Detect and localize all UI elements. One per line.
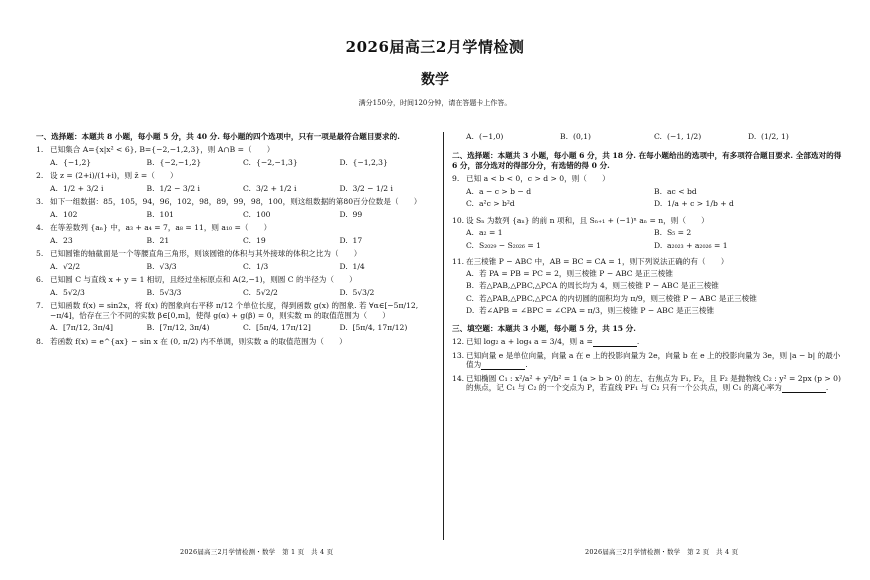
question-6 bbox=[36, 275, 436, 284]
option-letter: C. bbox=[243, 183, 251, 193]
option-text: 5√3/2 bbox=[352, 287, 375, 297]
option[interactable] bbox=[654, 241, 842, 250]
option-letter: C. bbox=[654, 132, 662, 141]
question-number: 14. bbox=[452, 373, 465, 383]
option-letter: B. bbox=[560, 132, 568, 141]
option-text: (−1, 1/2) bbox=[667, 132, 702, 141]
option[interactable] bbox=[243, 323, 340, 332]
option[interactable] bbox=[147, 262, 244, 271]
option[interactable] bbox=[340, 184, 437, 193]
question-number: 2. bbox=[36, 171, 44, 181]
footer-page-1: 2026届高三2月学情检测・数学 第 1 页 共 4 页 bbox=[180, 548, 334, 556]
question-options bbox=[36, 158, 436, 167]
option-text: 17 bbox=[352, 235, 363, 245]
question-4 bbox=[36, 223, 436, 232]
question-stem: 已知椭圆 C₁ : x²/a² + y²/b² = 1 (a > b > 0) 的左、右焦点为 F₁, F₂，且 F₂ 是抛物线 C₂ : y² = 2px (p > 0) 的焦点，记 C₁ 与 C₂ 的一个交点为 P，若直线 PF₁ 与 C₂ 只有一个公共点，则 C₁ 的离心率为 bbox=[466, 373, 841, 393]
question-5 bbox=[36, 249, 436, 258]
question-end: . bbox=[636, 337, 640, 347]
option[interactable] bbox=[147, 323, 244, 332]
section-heading-1: 一、选择题：本题共 8 小题，每小题 5 分，共 40 分. 每小题的四个选项中，只有一项是最符合题目要求的. bbox=[36, 132, 400, 141]
option-text: √2/2 bbox=[63, 261, 81, 271]
option-letter: A. bbox=[50, 235, 58, 245]
question-8 bbox=[36, 337, 436, 346]
option-letter: D. bbox=[339, 235, 348, 245]
answer-blank[interactable] bbox=[782, 383, 829, 393]
option-text: a − c > b − d bbox=[479, 186, 532, 196]
option-letter: B. bbox=[466, 281, 474, 291]
option-text: 5√2/3 bbox=[63, 287, 85, 297]
question-text: 已知函数 f(x) = sin2x，将 f(x) 的图象向右平移 π/12 个单位长度，得到函数 g(x) 的图象. 若 ∀α∈[−5π/12, −π/4]，恰存在三个不同的实数 β∈[0,m]，使得 g(α) + g(β) = 0，则实数 m 的取值范围为（ ） bbox=[50, 301, 419, 320]
column-divider bbox=[443, 132, 444, 540]
answer-blank[interactable] bbox=[481, 360, 528, 370]
option[interactable] bbox=[654, 199, 842, 208]
section-heading-3: 三、填空题：本题共 3 小题，每小题 5 分，共 15 分. bbox=[452, 323, 636, 333]
option-letter: D. bbox=[466, 306, 475, 316]
option-text: 1/3 bbox=[256, 261, 269, 271]
option[interactable] bbox=[466, 187, 654, 196]
question-number: 6. bbox=[36, 275, 44, 285]
question-list-left bbox=[36, 145, 436, 346]
section-heading-2: 二、选择题：本题共 3 小题，每小题 6 分，共 18 分. 在每小题给出的选项中，有多项符合题目要求. 全部选对的得 6 分，部分选对的得部分分，有选错的得 0 分. bbox=[452, 151, 842, 170]
question-end: . bbox=[825, 383, 829, 393]
option-letter: C. bbox=[243, 209, 251, 219]
question-text bbox=[466, 351, 842, 370]
option[interactable] bbox=[50, 158, 147, 167]
option[interactable] bbox=[654, 228, 842, 237]
question-text: 在等差数列 {aₙ} 中，a₃ + a₄ = 7，a₈ = 11，则 a₁₀ =（ ） bbox=[50, 223, 272, 233]
question-options bbox=[36, 323, 436, 332]
option[interactable] bbox=[748, 132, 842, 141]
option[interactable] bbox=[243, 158, 340, 167]
option-letter: C. bbox=[243, 287, 251, 297]
question-text: 已知集合 A={x|x² < 6}, B={−2,−1,2,3}，则 A∩B =（ ） bbox=[50, 145, 275, 155]
question-number: 8. bbox=[36, 336, 44, 346]
option[interactable] bbox=[243, 288, 340, 297]
option-text: (1/2, 1) bbox=[761, 132, 789, 141]
option[interactable] bbox=[654, 187, 842, 196]
question-text bbox=[466, 337, 842, 346]
option-text: {−1,2,3} bbox=[352, 157, 388, 167]
question-number: 1. bbox=[36, 145, 44, 155]
exam-subject: 数学 bbox=[421, 72, 449, 88]
question-number: 12. bbox=[452, 337, 465, 347]
question-12 bbox=[452, 337, 842, 346]
option-letter: B. bbox=[146, 235, 155, 245]
question-number: 11. bbox=[452, 257, 465, 267]
question-text: 已知 a < b < 0，c > d > 0，则（ ） bbox=[466, 174, 610, 184]
option[interactable] bbox=[147, 210, 244, 219]
option-text: [7π/12, 3π/4] bbox=[63, 323, 114, 333]
question-text: 已知圆 C 与直线 x + y = 1 相切，且经过坐标原点和 A(2,−1)，则圆 C 的半径为（ ） bbox=[50, 275, 357, 285]
option-letter: C. bbox=[243, 261, 251, 271]
question-text bbox=[466, 374, 842, 393]
option-text: {−1,2} bbox=[63, 157, 92, 167]
question-7 bbox=[36, 301, 436, 320]
option[interactable] bbox=[466, 132, 560, 141]
option-letter: A. bbox=[50, 183, 58, 193]
q11-options bbox=[452, 269, 842, 316]
option[interactable] bbox=[147, 158, 244, 167]
option[interactable] bbox=[50, 236, 147, 245]
option-letter: B. bbox=[654, 228, 662, 238]
option[interactable] bbox=[466, 269, 842, 278]
option-letter: B. bbox=[654, 186, 662, 196]
option-letter: A. bbox=[50, 157, 58, 167]
option[interactable] bbox=[50, 262, 147, 271]
question-number: 13. bbox=[452, 350, 465, 360]
option-text: 23 bbox=[63, 235, 73, 245]
option-text: 99 bbox=[352, 209, 363, 219]
option[interactable] bbox=[243, 184, 340, 193]
question-10 bbox=[452, 216, 842, 225]
option-letter: D. bbox=[339, 323, 348, 333]
option-text: a²c > b²d bbox=[479, 199, 515, 209]
option-text: 21 bbox=[159, 235, 170, 245]
question-options bbox=[36, 262, 436, 271]
question-11 bbox=[452, 257, 842, 266]
option-text: a₂₀₂₃ + a₂₀₂₆ = 1 bbox=[667, 240, 728, 250]
option[interactable] bbox=[340, 288, 437, 297]
option-letter: A. bbox=[466, 132, 474, 141]
option-letter: B. bbox=[146, 261, 155, 271]
exam-title: 2026届高三2月学情检测 bbox=[345, 38, 525, 56]
option[interactable] bbox=[243, 210, 340, 219]
option-letter: C. bbox=[243, 235, 251, 245]
question-number: 3. bbox=[36, 197, 44, 207]
option-text: {−2,−1,2} bbox=[159, 157, 202, 167]
question-number: 9. bbox=[452, 174, 460, 184]
option-text: 1/a + c > 1/b + d bbox=[667, 199, 734, 209]
option-letter: D. bbox=[339, 183, 348, 193]
option[interactable] bbox=[243, 262, 340, 271]
option[interactable] bbox=[147, 288, 244, 297]
option-text: S₅ = 2 bbox=[667, 228, 692, 238]
q9-options bbox=[452, 187, 842, 212]
option-text: 102 bbox=[63, 209, 78, 219]
option-text: (−1,0) bbox=[479, 132, 504, 141]
option-letter: A. bbox=[50, 261, 58, 271]
right-column bbox=[452, 132, 842, 540]
question-14 bbox=[452, 374, 842, 393]
question-1 bbox=[36, 145, 436, 154]
option-letter: B. bbox=[146, 323, 155, 333]
q10-options bbox=[452, 228, 842, 253]
option[interactable] bbox=[466, 228, 654, 237]
question-9 bbox=[452, 174, 842, 183]
option-text: 101 bbox=[159, 209, 174, 219]
option-text: [7π/12, 3π/4) bbox=[159, 323, 210, 333]
option-letter: D. bbox=[339, 287, 348, 297]
question-text: 设 z = (2+i)/(1+i)，则 z̄ =（ ） bbox=[50, 171, 178, 181]
option-letter: B. bbox=[146, 209, 155, 219]
option[interactable] bbox=[340, 262, 437, 271]
option-letter: D. bbox=[654, 199, 663, 209]
option-letter: A. bbox=[466, 268, 474, 278]
option[interactable] bbox=[340, 158, 437, 167]
option[interactable] bbox=[654, 132, 748, 141]
question-13 bbox=[452, 351, 842, 370]
option[interactable] bbox=[466, 306, 842, 315]
question-options bbox=[36, 236, 436, 245]
option-text: {−2,−1,3} bbox=[256, 157, 298, 167]
question-text: 若函数 f(x) = e^{ax} − sin x 在 (0, π/2) 内不单调，则实数 a 的取值范围为（ ） bbox=[50, 336, 347, 346]
option-letter: D. bbox=[339, 157, 348, 167]
option-text: 若∠APB = ∠BPC = ∠CPA = π/3，则三棱锥 P − ABC 是正三棱锥 bbox=[479, 306, 715, 316]
option[interactable] bbox=[340, 210, 437, 219]
question-text: 在三棱锥 P − ABC 中，AB = BC = CA = 1，则下列说法正确的有（ ） bbox=[466, 257, 729, 267]
option[interactable] bbox=[340, 236, 437, 245]
option[interactable] bbox=[50, 323, 147, 332]
question-options bbox=[36, 288, 436, 297]
footer-page-2: 2026届高三2月学情检测・数学 第 2 页 共 4 页 bbox=[585, 548, 739, 556]
question-options bbox=[36, 184, 436, 193]
option[interactable] bbox=[50, 184, 147, 193]
question-number: 5. bbox=[36, 249, 44, 259]
question-number: 4. bbox=[36, 223, 44, 233]
option-text: 19 bbox=[256, 235, 266, 245]
option-letter: C. bbox=[466, 199, 474, 209]
option-text: 若△PAB,△PBC,△PCA 的周长均为 4，则三棱锥 P − ABC 是正三棱锥 bbox=[479, 281, 719, 291]
option-text: 若 PA = PB = PC = 2，则三棱锥 P − ABC 是正三棱锥 bbox=[479, 268, 673, 278]
option-text: 1/4 bbox=[352, 261, 365, 271]
option[interactable] bbox=[50, 210, 147, 219]
question-3 bbox=[36, 197, 436, 206]
question-text: 如下一组数据：85，105，94，96，102，98，89，99，98，100，则这组数据的第80百分位数是（ ） bbox=[50, 197, 422, 207]
question-stem: 已知向量 e 是单位向量，向量 a 在 e 上的投影向量为 2e，向量 b 在 e 上的投影向量为 3e，则 |a − b| 的最小值为 bbox=[466, 350, 841, 370]
option-letter: A. bbox=[50, 323, 58, 333]
option-letter: A. bbox=[50, 209, 58, 219]
option-letter: A. bbox=[466, 186, 474, 196]
option-letter: A. bbox=[50, 287, 58, 297]
option-text: 1/2 + 3/2 i bbox=[63, 183, 104, 193]
option-letter: C. bbox=[466, 240, 474, 250]
option-letter: C. bbox=[243, 323, 251, 333]
option-text: a₂ = 1 bbox=[479, 228, 503, 238]
option[interactable] bbox=[50, 288, 147, 297]
option-text: 1/2 − 3/2 i bbox=[159, 183, 200, 193]
option[interactable] bbox=[466, 281, 842, 290]
option-letter: B. bbox=[146, 183, 155, 193]
option[interactable] bbox=[560, 132, 654, 141]
option[interactable] bbox=[466, 199, 654, 208]
option-text: S₂₀₂₉ − S₂₀₂₆ = 1 bbox=[479, 240, 541, 250]
option[interactable] bbox=[243, 236, 340, 245]
question-text: 已知圆锥的轴截面是一个等腰直角三角形，则该圆锥的体积与其外接球的体积之比为（ ） bbox=[50, 249, 362, 259]
option-letter: D. bbox=[339, 209, 348, 219]
question-number: 7. bbox=[36, 301, 44, 311]
option[interactable] bbox=[466, 294, 842, 303]
option-text: √3/3 bbox=[159, 261, 177, 271]
question-number: 10. bbox=[452, 215, 465, 225]
option-letter: D. bbox=[748, 132, 757, 141]
option-letter: D. bbox=[339, 261, 348, 271]
answer-blank[interactable] bbox=[593, 337, 640, 347]
option-text: 3/2 + 1/2 i bbox=[256, 183, 297, 193]
option-text: 若△PAB,△PBC,△PCA 的内切圆的面积均为 π/9，则三棱锥 P − ABC 是正三棱锥 bbox=[479, 293, 757, 303]
option-text: (0,1) bbox=[573, 132, 592, 141]
option-text: 5√2/2 bbox=[256, 287, 278, 297]
option[interactable] bbox=[340, 323, 437, 332]
option-letter: B. bbox=[146, 157, 155, 167]
option-letter: B. bbox=[146, 287, 155, 297]
left-column bbox=[36, 132, 436, 540]
option-text: 5√3/3 bbox=[159, 287, 182, 297]
question-end: . bbox=[525, 360, 528, 370]
option-letter: D. bbox=[654, 240, 663, 250]
question-options bbox=[36, 210, 436, 219]
option-letter: A. bbox=[466, 228, 474, 238]
option-text: [5π/4, 17π/12) bbox=[352, 323, 408, 333]
question-text: 设 Sₙ 为数列 {aₙ} 的前 n 项和，且 Sₙ₊₁ + (−1)ⁿ aₙ = n，则（ ） bbox=[466, 215, 709, 225]
q8-options bbox=[452, 132, 842, 141]
exam-note: 满分150分，时间120分钟，请在答题卡上作答。 bbox=[358, 99, 512, 107]
option[interactable] bbox=[147, 236, 244, 245]
option-text: ac < bd bbox=[667, 186, 697, 196]
question-stem: 已知 log₂ a + log₄ a = 3/4，则 a = bbox=[466, 337, 593, 347]
question-2 bbox=[36, 171, 436, 180]
option-text: 100 bbox=[256, 209, 271, 219]
option[interactable] bbox=[147, 184, 244, 193]
option-text: 3/2 − 1/2 i bbox=[352, 183, 393, 193]
option-letter: C. bbox=[243, 157, 251, 167]
option-letter: C. bbox=[466, 293, 474, 303]
option-text: [5π/4, 17π/12] bbox=[256, 323, 311, 333]
option[interactable] bbox=[466, 241, 654, 250]
